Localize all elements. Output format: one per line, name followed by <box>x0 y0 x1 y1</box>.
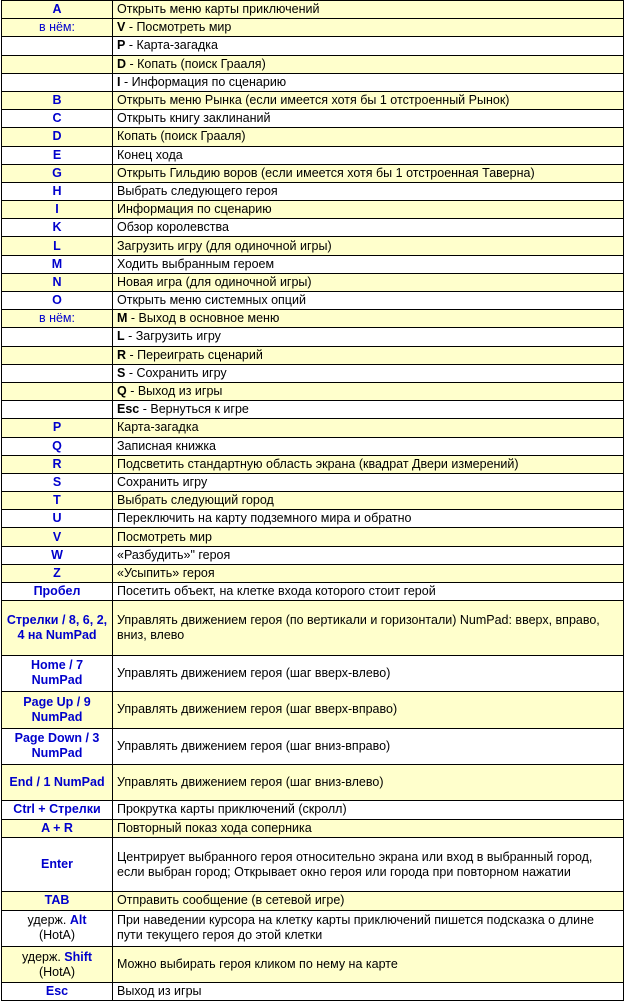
description-text: - Выход из игры <box>126 384 223 399</box>
description-cell <box>113 328 624 346</box>
key-suffix: (HotA) <box>38 964 76 979</box>
key-label: K <box>52 220 62 235</box>
sub-key-label: L <box>117 329 125 344</box>
description-text: Обзор королевства <box>117 220 229 235</box>
description-text: Повторный показ хода соперника <box>117 820 312 835</box>
key-cell <box>2 37 113 55</box>
description-cell <box>113 310 624 328</box>
key-cell <box>2 201 113 219</box>
table-row <box>2 273 624 291</box>
table-row <box>2 892 624 910</box>
key-label: Page Up / 9 NumPad <box>23 694 91 724</box>
key-cell <box>2 128 113 146</box>
table-row <box>2 182 624 200</box>
key-label: A <box>52 2 62 17</box>
key-cell <box>2 655 113 691</box>
description-text: Открыть книгу заклинаний <box>117 111 271 126</box>
key-cell <box>2 273 113 291</box>
key-cell <box>2 328 113 346</box>
description-cell <box>113 419 624 437</box>
key-label: End / 1 NumPad <box>9 775 105 790</box>
key-cell <box>2 91 113 109</box>
sub-key-label: P <box>117 38 126 53</box>
description-text: Управлять движением героя (шаг вверх-вправо) <box>117 702 398 717</box>
description-cell <box>113 946 624 982</box>
key-cell <box>2 164 113 182</box>
description-cell <box>113 128 624 146</box>
table-row <box>2 237 624 255</box>
description-text: - Копать (поиск Грааля) <box>126 56 266 71</box>
table-row <box>2 91 624 109</box>
table-row <box>2 310 624 328</box>
key-cell <box>2 946 113 982</box>
key-label: Стрелки / 8, 6, 2, 4 на NumPad <box>6 612 108 642</box>
table-row <box>2 946 624 982</box>
description-cell <box>113 910 624 946</box>
description-cell <box>113 382 624 400</box>
table-row <box>2 983 624 1001</box>
key-cell <box>2 546 113 564</box>
description-cell <box>113 219 624 237</box>
description-text: - Посмотреть мир <box>125 20 232 35</box>
description-cell <box>113 455 624 473</box>
key-label: Shift <box>64 949 93 964</box>
sub-key-label: V <box>117 20 126 35</box>
table-row <box>2 73 624 91</box>
key-label: TAB <box>44 893 70 908</box>
table-row <box>2 346 624 364</box>
key-label: B <box>52 93 62 108</box>
description-text: Посетить объект, на клетке входа которого стоит герой <box>117 584 436 599</box>
description-cell <box>113 237 624 255</box>
description-cell <box>113 892 624 910</box>
sub-key-label: Q <box>117 384 127 399</box>
table-row <box>2 292 624 310</box>
key-cell <box>2 801 113 819</box>
hotkeys-table-body <box>2 1 624 1001</box>
description-text: - Сохранить игру <box>125 365 227 380</box>
key-suffix: (HotA) <box>38 928 76 943</box>
key-label: T <box>53 493 61 508</box>
description-text: - Загрузить игру <box>124 329 221 344</box>
key-cell <box>2 146 113 164</box>
key-cell <box>2 292 113 310</box>
description-text: Открыть Гильдию воров (если имеется хотя бы 1 отстроенная Таверна) <box>117 165 535 180</box>
description-cell <box>113 73 624 91</box>
key-label: S <box>52 474 62 489</box>
key-cell <box>2 455 113 473</box>
sub-key-label: M <box>117 311 128 326</box>
key-label: G <box>52 165 62 180</box>
key-label: W <box>51 547 63 562</box>
key-cell <box>2 401 113 419</box>
key-label: N <box>52 274 62 289</box>
key-cell <box>2 346 113 364</box>
description-cell <box>113 564 624 582</box>
key-label: M <box>51 256 63 271</box>
key-cell <box>2 219 113 237</box>
table-row <box>2 255 624 273</box>
description-text: Управлять движением героя (по вертикали и горизонтали) NumPad: вверх, вправо, вниз, влево <box>117 612 600 642</box>
table-row <box>2 910 624 946</box>
key-label: Home / 7 NumPad <box>30 658 84 688</box>
key-cell <box>2 601 113 656</box>
description-cell <box>113 182 624 200</box>
description-cell <box>113 583 624 601</box>
key-cell <box>2 819 113 837</box>
sub-key-label: S <box>117 365 126 380</box>
description-text: Подсветить стандартную область экрана (квадрат Двери измерений) <box>117 456 519 471</box>
description-text: Открыть меню Рынка (если имеется хотя бы 1 отстроенный Рынок) <box>117 93 510 108</box>
description-cell <box>113 401 624 419</box>
key-cell <box>2 837 113 892</box>
description-cell <box>113 164 624 182</box>
key-cell <box>2 255 113 273</box>
key-cell <box>2 492 113 510</box>
key-cell <box>2 728 113 764</box>
table-row <box>2 328 624 346</box>
table-row <box>2 382 624 400</box>
table-row <box>2 473 624 491</box>
table-row <box>2 164 624 182</box>
description-text: - Карта-загадка <box>125 38 218 53</box>
table-row <box>2 146 624 164</box>
key-cell <box>2 437 113 455</box>
description-text: Можно выбирать героя кликом по нему на карте <box>117 957 398 972</box>
sub-key-label: I <box>117 74 121 89</box>
description-cell <box>113 292 624 310</box>
description-cell <box>113 837 624 892</box>
key-cell <box>2 764 113 800</box>
table-row <box>2 1 624 19</box>
key-label: Page Down / 3 NumPad <box>14 731 100 761</box>
key-label: Ctrl + Стрелки <box>13 802 101 817</box>
table-row <box>2 510 624 528</box>
key-label: L <box>53 238 61 253</box>
description-text: Конец хода <box>117 147 183 162</box>
key-cell <box>2 692 113 728</box>
description-text: «Разбудить»" героя <box>117 547 231 562</box>
key-label: Esc <box>45 984 69 999</box>
description-cell <box>113 37 624 55</box>
description-text: - Вернуться к игре <box>139 402 249 417</box>
key-label: R <box>52 456 62 471</box>
description-text: Прокрутка карты приключений (скролл) <box>117 802 347 817</box>
hotkeys-table <box>1 0 624 1001</box>
key-label: Z <box>53 565 61 580</box>
table-row <box>2 419 624 437</box>
description-text: Записная книжка <box>117 438 217 453</box>
key-prefix: удерж. <box>21 949 65 964</box>
description-cell <box>113 346 624 364</box>
description-text: Отправить сообщение (в сетевой игре) <box>117 893 345 908</box>
description-text: Управлять движением героя (шаг вниз-влево) <box>117 775 384 790</box>
description-text: Управлять движением героя (шаг вверх-влево) <box>117 665 391 680</box>
table-row <box>2 801 624 819</box>
description-cell <box>113 764 624 800</box>
key-cell <box>2 237 113 255</box>
description-cell <box>113 91 624 109</box>
description-cell <box>113 55 624 73</box>
description-cell <box>113 692 624 728</box>
description-text: Копать (поиск Грааля) <box>117 129 246 144</box>
table-row <box>2 19 624 37</box>
description-text: Информация по сценарию <box>117 202 272 217</box>
key-cell <box>2 19 113 37</box>
table-row <box>2 201 624 219</box>
description-text: Посмотреть мир <box>117 529 212 544</box>
table-row <box>2 455 624 473</box>
description-text: Выход из игры <box>117 984 202 999</box>
table-row <box>2 401 624 419</box>
description-cell <box>113 437 624 455</box>
key-label: C <box>52 111 62 126</box>
key-label: в нём: <box>38 311 76 326</box>
description-text: Карта-загадка <box>117 420 199 435</box>
key-label: P <box>52 420 62 435</box>
description-text: Сохранить игру <box>117 474 208 489</box>
key-cell <box>2 528 113 546</box>
table-row <box>2 128 624 146</box>
description-text: Открыть меню системных опций <box>117 293 306 308</box>
description-cell <box>113 146 624 164</box>
key-label: H <box>52 183 62 198</box>
description-text: - Информация по сценарию <box>120 74 287 89</box>
description-cell <box>113 201 624 219</box>
table-row <box>2 55 624 73</box>
table-row <box>2 728 624 764</box>
key-cell <box>2 382 113 400</box>
key-label: O <box>52 293 62 308</box>
description-text: Открыть меню карты приключений <box>117 2 320 17</box>
description-cell <box>113 510 624 528</box>
description-text: Переключить на карту подземного мира и обратно <box>117 511 412 526</box>
description-cell <box>113 19 624 37</box>
description-text: - Выход в основное меню <box>127 311 280 326</box>
key-label: Enter <box>41 857 73 872</box>
table-row <box>2 364 624 382</box>
description-text: «Усыпить» героя <box>117 565 215 580</box>
description-text: Ходить выбранным героем <box>117 256 275 271</box>
table-row <box>2 764 624 800</box>
table-row <box>2 546 624 564</box>
table-row <box>2 37 624 55</box>
key-label: V <box>52 529 62 544</box>
key-label: D <box>52 129 62 144</box>
description-text: Управлять движением героя (шаг вниз-вправо) <box>117 738 391 753</box>
key-cell <box>2 419 113 437</box>
key-cell <box>2 473 113 491</box>
key-label: в нём: <box>38 20 76 35</box>
description-cell <box>113 728 624 764</box>
table-row <box>2 528 624 546</box>
table-row <box>2 583 624 601</box>
description-cell <box>113 655 624 691</box>
table-row <box>2 837 624 892</box>
key-label: Пробел <box>33 584 81 599</box>
description-text: Выбрать следующего героя <box>117 183 278 198</box>
table-row <box>2 437 624 455</box>
key-label: E <box>52 147 62 162</box>
description-cell <box>113 801 624 819</box>
table-row <box>2 819 624 837</box>
description-text: Загрузить игру (для одиночной игры) <box>117 238 332 253</box>
description-cell <box>113 1 624 19</box>
sub-key-label: D <box>117 56 127 71</box>
key-cell <box>2 110 113 128</box>
key-cell <box>2 364 113 382</box>
description-cell <box>113 819 624 837</box>
table-row <box>2 564 624 582</box>
key-label: A + R <box>41 820 73 835</box>
description-text: Центрирует выбранного героя относительно экрана или вход в выбранный город, если выбран город; Открывает окно героя или города при повторном нажатии <box>117 849 593 879</box>
key-cell <box>2 182 113 200</box>
key-cell <box>2 55 113 73</box>
table-row <box>2 219 624 237</box>
key-cell <box>2 510 113 528</box>
key-label: U <box>52 511 62 526</box>
key-cell <box>2 73 113 91</box>
key-cell <box>2 583 113 601</box>
table-row <box>2 110 624 128</box>
description-cell <box>113 473 624 491</box>
description-cell <box>113 364 624 382</box>
key-label: Q <box>52 438 62 453</box>
description-cell <box>113 546 624 564</box>
description-cell <box>113 273 624 291</box>
sub-key-label: Esc <box>117 402 140 417</box>
key-cell <box>2 564 113 582</box>
key-label: I <box>55 202 59 217</box>
table-row <box>2 655 624 691</box>
key-cell <box>2 910 113 946</box>
description-text: При наведении курсора на клетку карты приключений пишется подсказка о длине пути текущего героя до этой клетки <box>117 913 594 943</box>
description-cell <box>113 528 624 546</box>
table-row <box>2 492 624 510</box>
description-cell <box>113 492 624 510</box>
key-cell <box>2 892 113 910</box>
key-cell <box>2 310 113 328</box>
description-cell <box>113 601 624 656</box>
key-cell <box>2 1 113 19</box>
description-cell <box>113 983 624 1001</box>
table-row <box>2 601 624 656</box>
description-text: Новая игра (для одиночной игры) <box>117 274 312 289</box>
key-cell <box>2 983 113 1001</box>
key-label: Alt <box>69 913 87 928</box>
description-text: - Переиграть сценарий <box>126 347 263 362</box>
description-text: Выбрать следующий город <box>117 493 274 508</box>
description-cell <box>113 110 624 128</box>
key-prefix: удерж. <box>27 913 70 928</box>
description-cell <box>113 255 624 273</box>
table-row <box>2 692 624 728</box>
sub-key-label: R <box>117 347 127 362</box>
